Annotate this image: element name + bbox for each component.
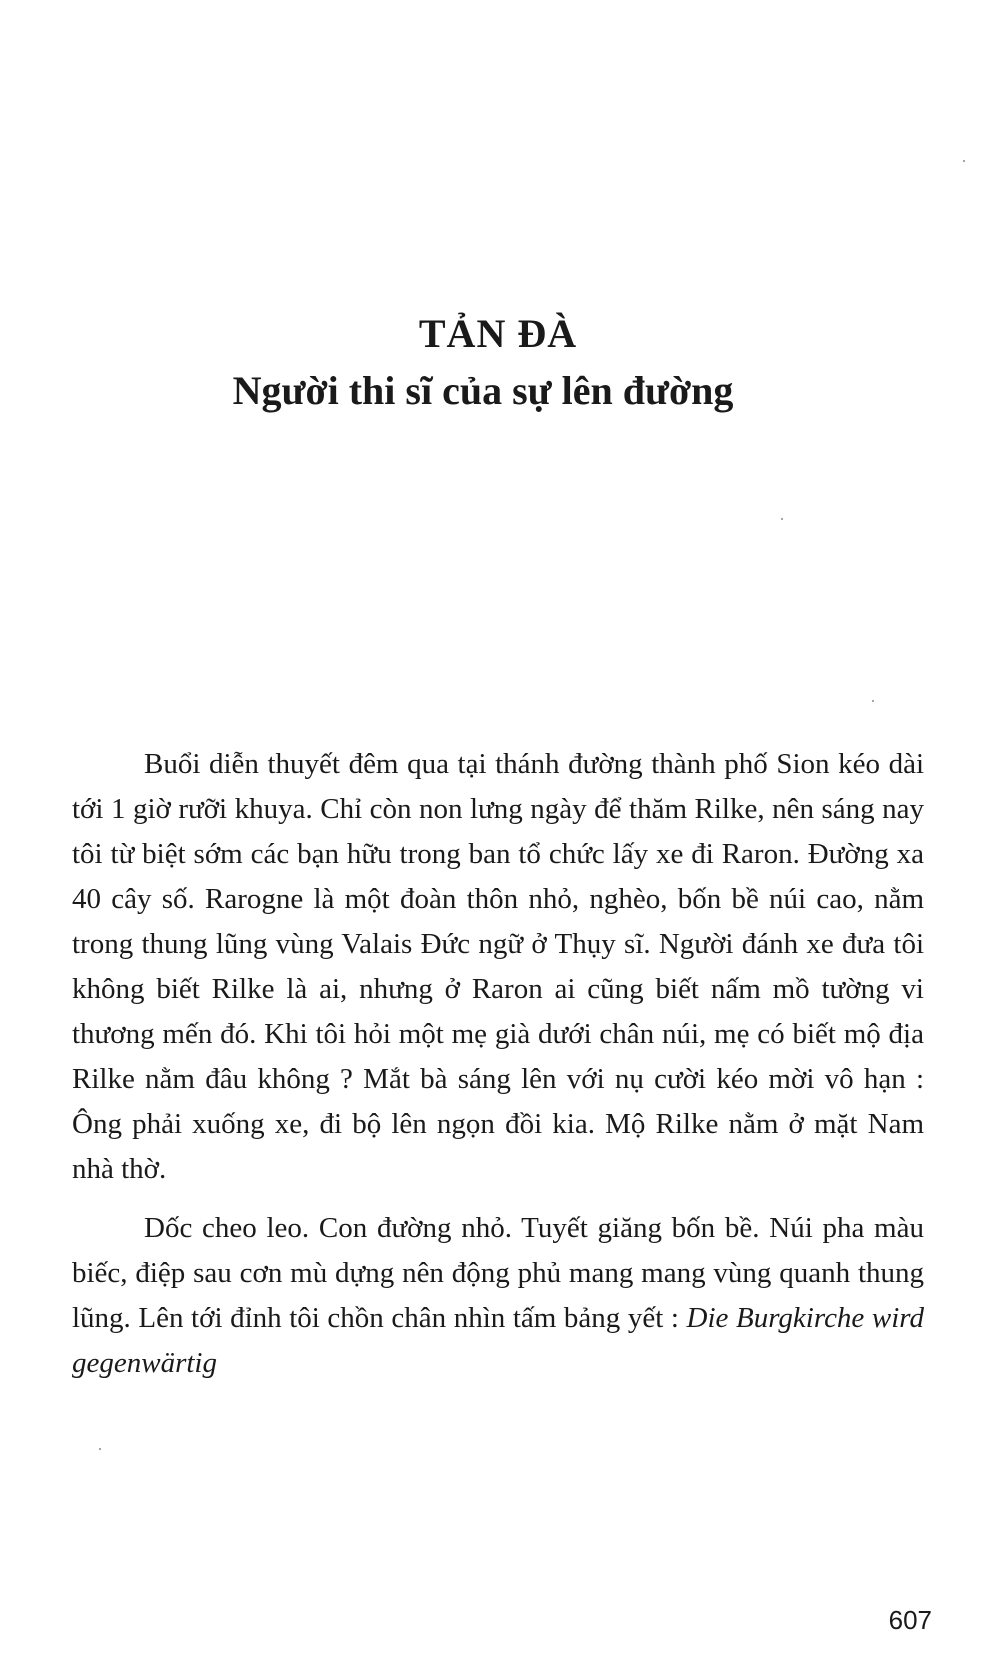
scan-speck [781, 518, 783, 520]
paragraph-1: Buổi diễn thuyết đêm qua tại thánh đường thành phố Sion kéo dài tới 1 giờ rưỡi khuya. Chỉ còn non lưng ngày để thăm Rilke, nên sáng nay tôi từ biệt sớm các bạn hữu trong ban tổ chức lấy xe đi Raron. Đường xa 40 cây số. Rarogne là một đoàn thôn nhỏ, nghèo, bốn bề núi cao, nằm trong thung lũng vùng Valais Đức ngữ ở Thụy sĩ. Người đánh xe đưa tôi không biết Rilke là ai, nhưng ở Raron ai cũng biết nấm mồ tường vi thương mến đó. Khi tôi hỏi một mẹ già dưới chân núi, mẹ có biết mộ địa Rilke nằm đâu không ? Mắt bà sáng lên với nụ cười kéo mời vô hạn : Ông phải xuống xe, đi bộ lên ngọn đồi kia. Mộ Rilke nằm ở mặt Nam nhà thờ. [72, 748, 924, 1185]
chapter-subtitle: Người thi sĩ của sự lên đường [232, 368, 734, 413]
scan-speck [963, 160, 965, 162]
scan-speck [99, 1448, 101, 1450]
paragraph-2-text: Dốc cheo leo. Con đường nhỏ. Tuyết giăng bốn bề. Núi pha màu biếc, điệp sau cơn mù dựng nên động phủ mang mang vùng quanh thung lũng. Lên tới đỉnh tôi chồn chân nhìn tấm bảng yết : [72, 1212, 924, 1334]
scan-speck [872, 700, 874, 702]
chapter-title: TẢN ĐÀ [418, 311, 578, 356]
page-number: 607 [888, 1605, 932, 1635]
paragraph-2-italic-text: Die Burgkirche wird gegenwärtig [72, 1302, 925, 1379]
paragraph-2 [72, 1206, 924, 1386]
chapter-heading [0, 310, 1006, 418]
body-text [72, 742, 924, 1386]
